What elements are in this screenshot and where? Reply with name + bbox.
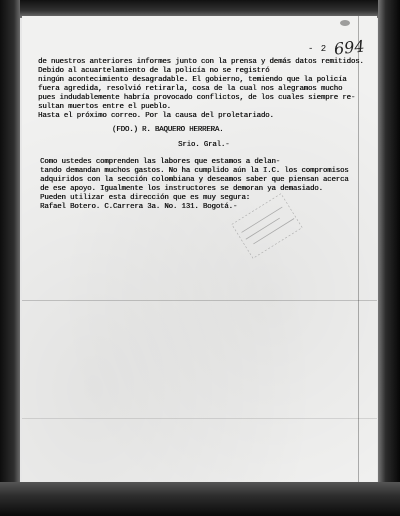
postscript-line: Pueden utilizar esta dirección que es muy segura:	[40, 194, 250, 202]
postscript-line: Rafael Botero. C.Carrera 3a. No. 131. Bogotá.-	[40, 203, 238, 211]
scan-speck	[340, 20, 350, 26]
scan-edge-right	[378, 0, 400, 516]
page-number: - 2 -	[308, 44, 341, 54]
postscript-line: de ese apoyo. Igualmente los instructores se demoran ya demasiado.	[40, 185, 323, 193]
body-line: ningún acontecimiento desagradable. El gobierno, temiendo que la policía	[38, 76, 347, 84]
body-line: de nuestros anteriores informes junto con la prensa y demás datos remitidos.	[38, 58, 364, 66]
body-line: fuera agredida, resolvió retirarla, cosa de la cual nos alegramos mucho	[38, 85, 343, 93]
handwritten-folio-number: 694	[333, 36, 366, 59]
body-line: Hasta el próximo correo. Por la causa del proletariado.	[38, 112, 274, 120]
signature-name: (FDO.) R. BAQUERO HERRERA.	[112, 126, 224, 134]
scan-edge-bottom	[0, 482, 400, 516]
postscript-line: Como ustedes comprenden las labores que estamos a delan-	[40, 158, 280, 166]
scan-edge-left	[0, 0, 20, 516]
body-line: pues indudablemente habría provocado conflictos, de los cuales siempre re-	[38, 94, 356, 102]
paper-fold-line	[22, 300, 377, 301]
paper-fold-line	[22, 418, 377, 419]
postscript-line: adquiridos con la sección colombiana y deseamos saber que piensan acerca	[40, 176, 349, 184]
paper-crease	[358, 16, 359, 482]
body-line: Debido al acuartelamiento de la policía no se registró	[38, 67, 270, 75]
signature-title: Srio. Gral.-	[178, 141, 230, 149]
postscript-line: tando demandan muchos gastos. No ha cumplido aún la I.C. los compromisos	[40, 167, 349, 175]
body-line: sultan muertos entre el pueblo.	[38, 103, 171, 111]
